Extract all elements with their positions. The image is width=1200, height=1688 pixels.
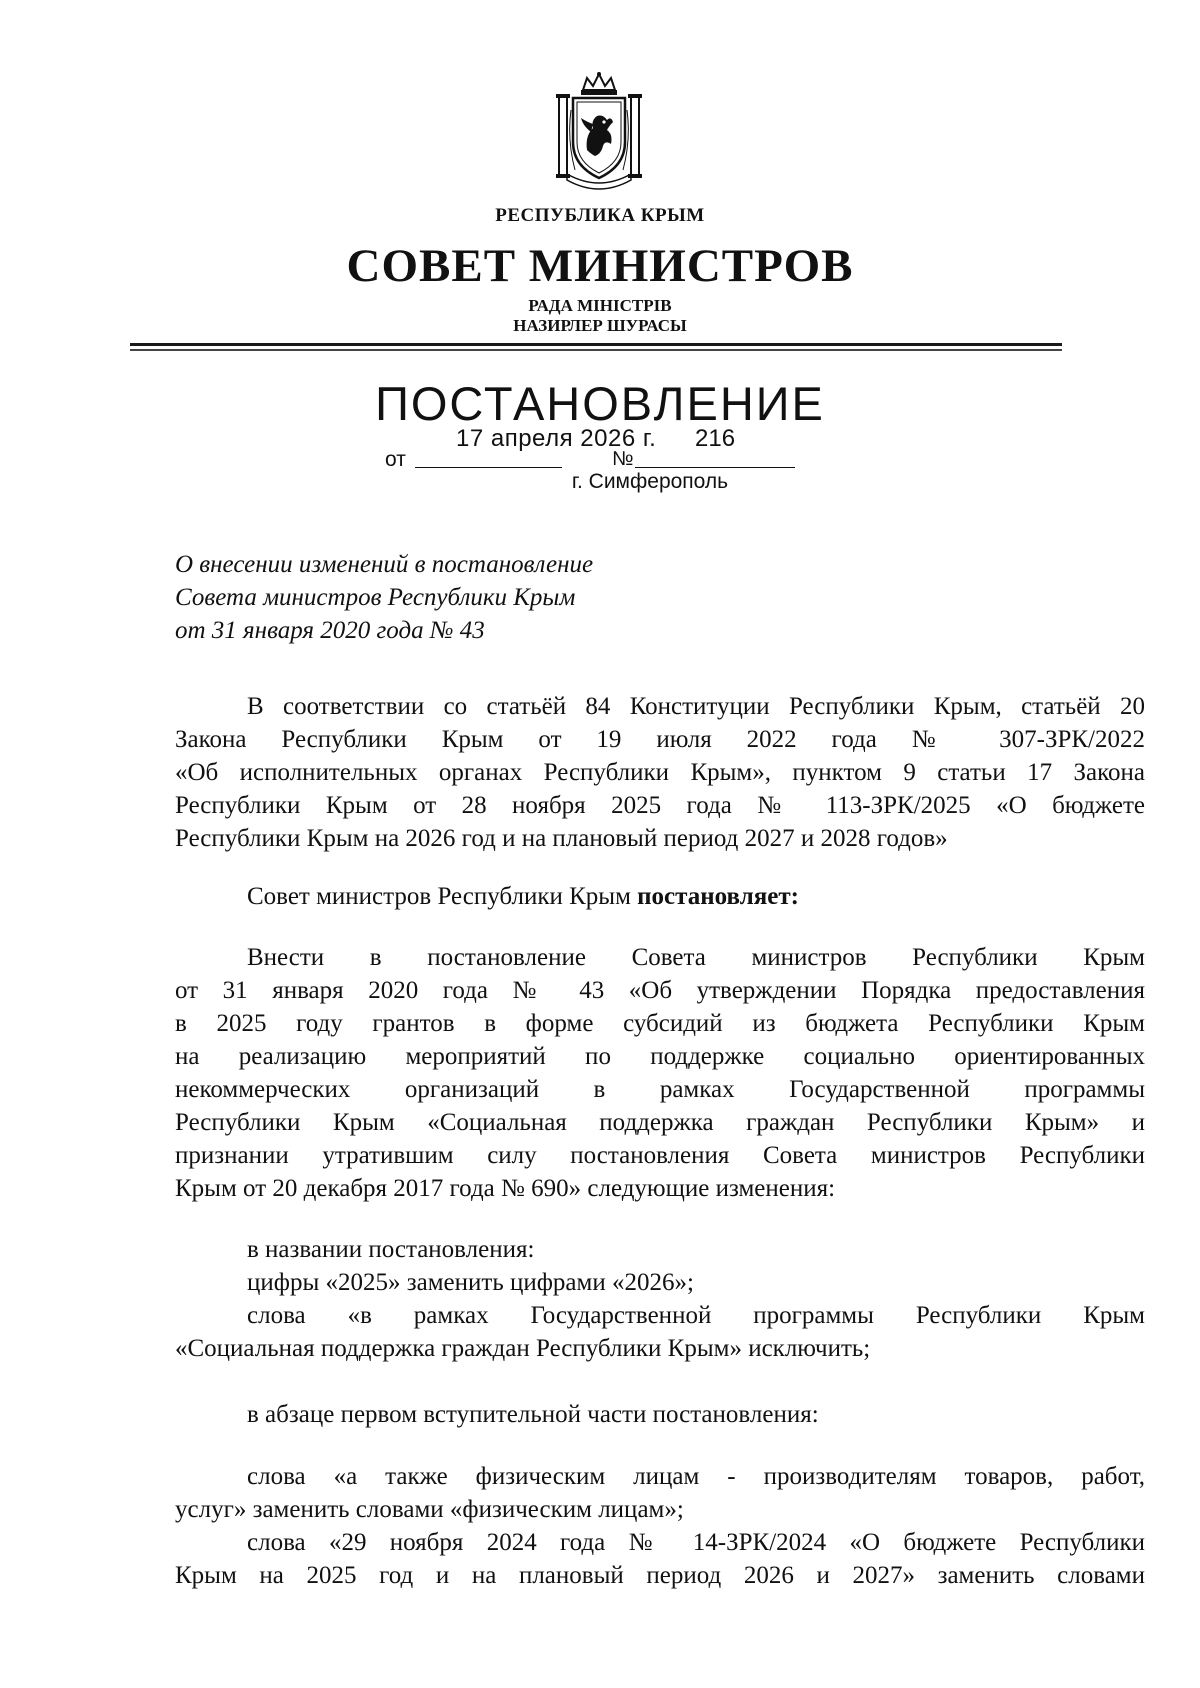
subject-line: О внесении изменений в постановление bbox=[175, 551, 594, 578]
body-line: слова «а также физическим лицам - производителям товаров, работ, bbox=[247, 1463, 1145, 1490]
body-line: Республики Крым «Социальная поддержка граждан Республики Крым» и bbox=[175, 1109, 1145, 1136]
header-divider-thin bbox=[130, 349, 1062, 351]
number-label: № bbox=[612, 448, 634, 470]
subject-line: Совета министров Республики Крым bbox=[175, 584, 576, 611]
number-underline bbox=[635, 467, 795, 468]
body-line: «Социальная поддержка граждан Республики Крым» исключить; bbox=[175, 1335, 871, 1362]
resolves-line bbox=[175, 880, 1145, 913]
body-line: Республики Крым от 28 ноября 2025 года № 113-ЗРК/2025 «О бюджете bbox=[175, 792, 1145, 819]
coat-of-arms-icon bbox=[547, 70, 651, 190]
body-line: Крым на 2025 год и на плановый период 2026 и 2027» заменить словами bbox=[175, 1562, 1145, 1589]
body-line: Крым от 20 декабря 2017 года № 690» следующие изменения: bbox=[175, 1175, 836, 1202]
amendment-paragraph bbox=[175, 941, 1145, 1205]
body-line: в 2025 году грантов в форме субсидий из бюджета Республики Крым bbox=[175, 1010, 1145, 1037]
document-subject bbox=[175, 548, 775, 647]
body-line: цифры «2025» заменить цифрами «2026»; bbox=[247, 1269, 694, 1296]
resolves-keyword: постановляет: bbox=[637, 883, 799, 910]
council-title-ukrainian: РАДА МІНІСТРІВ bbox=[528, 296, 672, 315]
document-date: 17 апреля 2026 г. bbox=[456, 425, 657, 452]
document-city: г. Симферополь bbox=[571, 470, 729, 493]
date-underline bbox=[415, 467, 562, 468]
body-line: слова «в рамках Государственной программы Республики Крым bbox=[247, 1302, 1145, 1329]
legal-basis-paragraph bbox=[175, 690, 1145, 855]
body-line: от 31 января 2020 года № 43 «Об утверждении Порядка предоставления bbox=[175, 977, 1145, 1004]
body-line: «Об исполнительных органах Республики Крым», пунктом 9 статьи 17 Закона bbox=[175, 759, 1145, 786]
body-line: Закона Республики Крым от 19 июля 2022 года № 307-ЗРК/2022 bbox=[175, 726, 1145, 753]
title-change-block bbox=[175, 1233, 1145, 1365]
body-line: признании утратившим силу постановления Совета министров Республики bbox=[175, 1142, 1145, 1169]
date-label: от bbox=[385, 448, 406, 471]
date-number-line bbox=[385, 425, 815, 469]
subject-line: от 31 января 2020 года № 43 bbox=[175, 617, 485, 644]
resolves-paragraph bbox=[175, 880, 1145, 913]
preamble-heading-block bbox=[175, 1398, 1145, 1431]
document-type: ПОСТАНОВЛЕНИЕ bbox=[375, 377, 825, 430]
header-divider bbox=[130, 343, 1062, 346]
body-line: слова «29 ноября 2024 года № 14-ЗРК/2024 «О бюджете Республики bbox=[247, 1529, 1145, 1556]
body-line: услуг» заменить словами «физическим лицам»; bbox=[175, 1496, 684, 1523]
body-line: Республики Крым на 2026 год и на плановый период 2027 и 2028 годов» bbox=[175, 825, 948, 852]
body-line: Внести в постановление Совета министров Республики Крым bbox=[247, 944, 1145, 971]
document-number: 216 bbox=[695, 425, 736, 452]
council-title: СОВЕТ МИНИСТРОВ bbox=[346, 240, 854, 292]
body-line: некоммерческих организаций в рамках Государственной программы bbox=[175, 1076, 1145, 1103]
republic-title: РЕСПУБЛИКА КРЫМ bbox=[495, 205, 705, 226]
body-line: на реализацию мероприятий по поддержке социально ориентированных bbox=[175, 1043, 1145, 1070]
preamble-change-block bbox=[175, 1460, 1145, 1592]
body-line: в названии постановления: bbox=[247, 1236, 535, 1263]
body-line: В соответствии со статьёй 84 Конституции Республики Крым, статьёй 20 bbox=[247, 693, 1145, 720]
council-title-crimean-tatar: НАЗИРЛЕР ШУРАСЫ bbox=[513, 316, 687, 335]
resolves-prefix: Совет министров Республики Крым bbox=[247, 883, 638, 910]
body-line: в абзаце первом вступительной части постановления: bbox=[247, 1401, 819, 1428]
